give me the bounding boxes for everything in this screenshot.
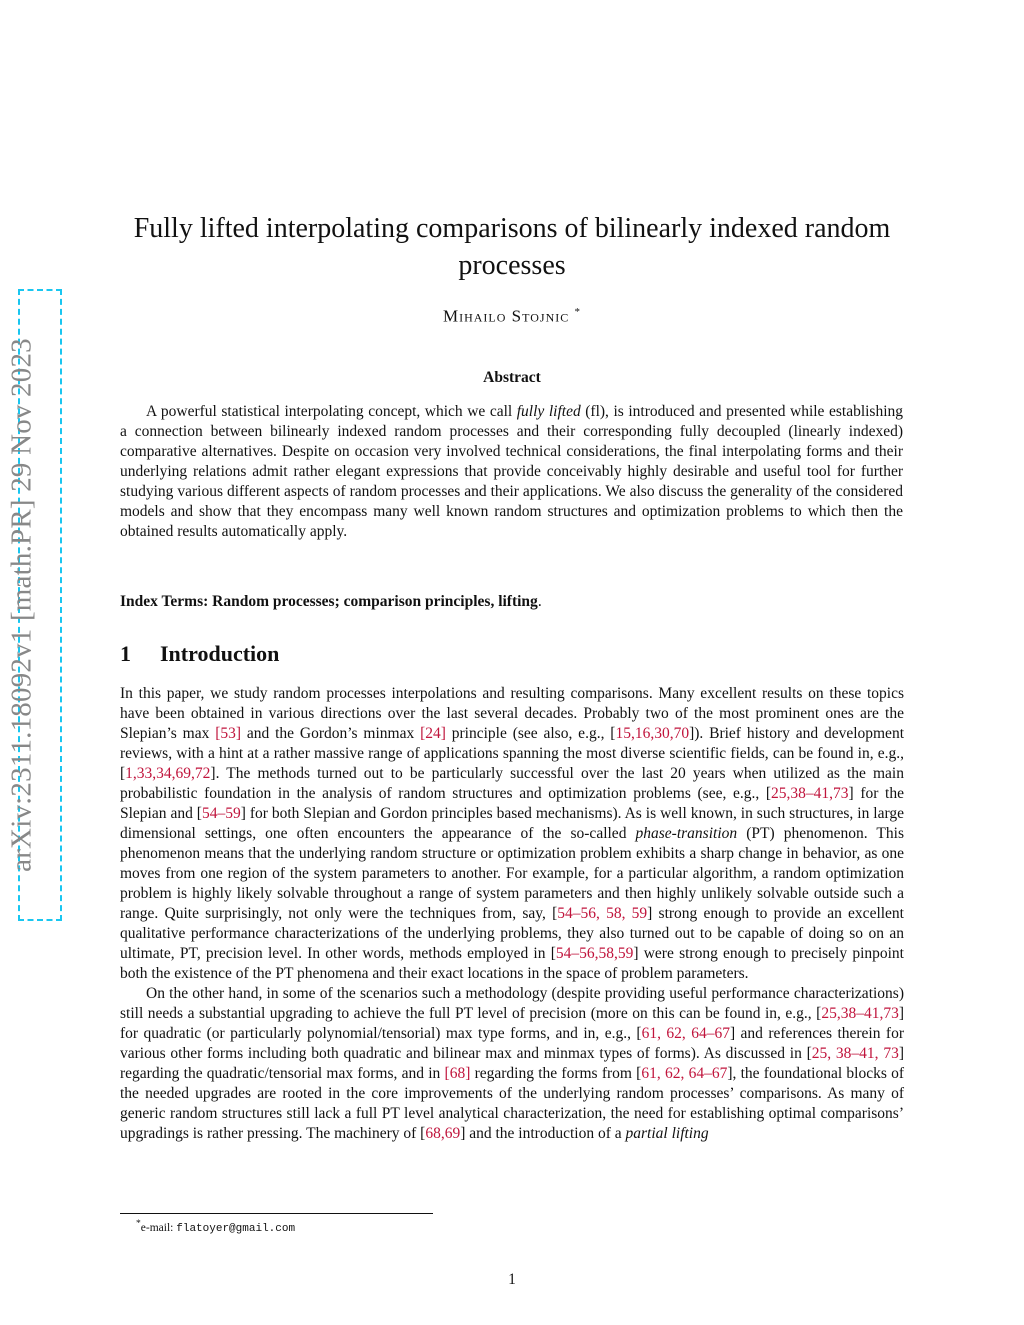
- citation-link[interactable]: [24]: [420, 725, 446, 742]
- citation-link[interactable]: 54–56, 58, 59: [557, 905, 648, 922]
- text-run: ] were strong enough to precisely pinpoint both the existence of the PT phenomena and their exact locations in the space of problem parameters.: [120, 945, 904, 982]
- author-name: Mihailo Stojnic: [442, 306, 570, 326]
- text-run: On the other hand, in some of the scenarios such a methodology (despite providing useful performance characterizations) still needs a substantial upgrading to achieve the full PT level of precision (more on this can be found in, e.g., [: [120, 985, 904, 1022]
- arxiv-identifier[interactable]: arXiv:2311.18092v1 [math.PR] 29 Nov 2023: [5, 338, 38, 872]
- text-run: ]. The methods turned out to be particularly successful over the last 20 years when utilized as the main probabilistic foundation in the analysis of random structures and optimization problems (see, e.g., [: [120, 765, 904, 802]
- citation-link[interactable]: 61, 62, 64–67: [641, 1065, 728, 1082]
- intro-paragraph-2: [120, 984, 904, 1144]
- text-run: (PT) phenomenon. This phenomenon means that the underlying random structure or optimization problem exhibits a sharp change in behavior, as one moves from one region of the system parameters to another. For example, for a particular algorithm, a random optimization problem is highly likely solvable throughout a range of system parameters and then highly unlikely solvable outside such a range. Quite surprisingly, not only were the techniques from, say, [: [120, 825, 904, 922]
- citation-link[interactable]: 25,38–41,73: [771, 785, 849, 802]
- text-run: ] and the introduction of a: [460, 1125, 626, 1142]
- page-number: 1: [508, 1271, 516, 1288]
- text-run: ], the foundational blocks of the needed upgrades are rooted in the core improvements of the underlying random processes’ comparisons. As many of generic random structures still lack a full PT level analytical characterization, the need for establishing optimal comparisons’ upgradings is rather pressing. The machinery of [: [120, 1065, 905, 1142]
- section-heading: [120, 641, 279, 667]
- section-number: 1: [120, 641, 131, 666]
- abstract-heading: Abstract: [483, 369, 541, 386]
- index-terms-text: Index Terms: Random processes; comparison principles, lifting: [120, 593, 538, 610]
- footnote-mark: *: [136, 1218, 141, 1229]
- citation-link[interactable]: 1,33,34,69,72: [125, 765, 211, 782]
- text-run: ] and references therein for various other forms including both quadratic and bilinear max and minmax types of forms). As discussed in [: [120, 1025, 904, 1062]
- footnote-email[interactable]: flatoyer@gmail.com: [176, 1222, 296, 1235]
- text-run: ] for the Slepian and [: [120, 785, 904, 822]
- citation-link[interactable]: 25,38–41,73: [821, 1005, 899, 1022]
- text-run: In this paper, we study random processes interpolations and resulting comparisons. Many excellent results on these topics have been obtained in various directions over the last several decades. Probably two of the most prominent ones are the Slepian’s max: [120, 685, 904, 742]
- index-terms: [120, 593, 542, 611]
- text-run: ] strong enough to provide an excellent qualitative performance characterizations of the underlying problems, they also turned out to be capable of doing so on an ultimate, PT, precision level. In other words, methods employed in [: [120, 905, 904, 962]
- citation-link[interactable]: 61, 62, 64–67: [641, 1025, 730, 1042]
- citation-link[interactable]: 15,16,30,70: [615, 725, 690, 742]
- author-line: [108, 306, 916, 327]
- intro-body: [120, 684, 904, 1144]
- abstract-text-start: A powerful statistical interpolating concept, which we call: [146, 403, 513, 420]
- author-footnote-mark: *: [574, 306, 581, 318]
- text-run: ]). Brief history and development reviews, with a hint at a rather massive range of applications spanning the most diverse scientific fields, can be found in, e.g., [: [120, 725, 904, 782]
- citation-link[interactable]: 68,69: [425, 1125, 461, 1142]
- citation-link[interactable]: [53]: [215, 725, 242, 742]
- footnote-rule: [120, 1213, 433, 1214]
- text-run: and the Gordon’s minmax: [241, 725, 421, 742]
- text-run: ] for both Slepian and Gordon principles based mechanisms). As is well known, in such structures, in large dimensional settings, one often encounters the appearance of the so-called: [120, 805, 904, 842]
- emphasis-phase-transition: phase-transition: [635, 825, 738, 842]
- index-terms-end: .: [537, 593, 542, 610]
- text-run: ] for quadratic (or particularly polynomial/tensorial) max type forms, and in, e.g., [: [120, 1005, 904, 1042]
- footnote: [136, 1218, 295, 1235]
- section-title: Introduction: [160, 641, 280, 666]
- paper-title: Fully lifted interpolating comparisons of bilinearly indexed random processes: [133, 213, 891, 281]
- intro-paragraph-1: [120, 684, 904, 984]
- text-run: principle (see also, e.g., [: [445, 725, 616, 742]
- emphasis-partial-lifting: partial lifting: [625, 1125, 709, 1142]
- citation-link[interactable]: 54–59: [201, 805, 241, 822]
- text-run: ] regarding the quadratic/tensorial max forms, and in: [120, 1045, 904, 1082]
- citation-link[interactable]: 25, 38–41, 73: [811, 1045, 899, 1062]
- citation-link[interactable]: 54–56,58,59: [555, 945, 634, 962]
- abstract-text-rest: (fl), is introduced and presented while establishing a connection between bilinearly indexed random processes and their corresponding fully decoupled (linearly indexed) comparative alternatives. Despite on occasion very involved technical considerations, the final interpolating forms and their underlying relations admit rather elegant expressions that provide conceivably highly desirable and useful tool for further studying various different aspects of random processes and their applications. We also discuss the generality of the considered models and show that they encompass many well known random structures and optimization problems to which then the obtained results automatically apply.: [120, 403, 904, 540]
- abstract-emphasis: fully lifted: [516, 403, 581, 420]
- text-run: regarding the forms from [: [470, 1065, 642, 1082]
- citation-link[interactable]: [68]: [444, 1065, 471, 1082]
- abstract-body: [120, 402, 903, 542]
- footnote-label: e-mail:: [140, 1221, 177, 1234]
